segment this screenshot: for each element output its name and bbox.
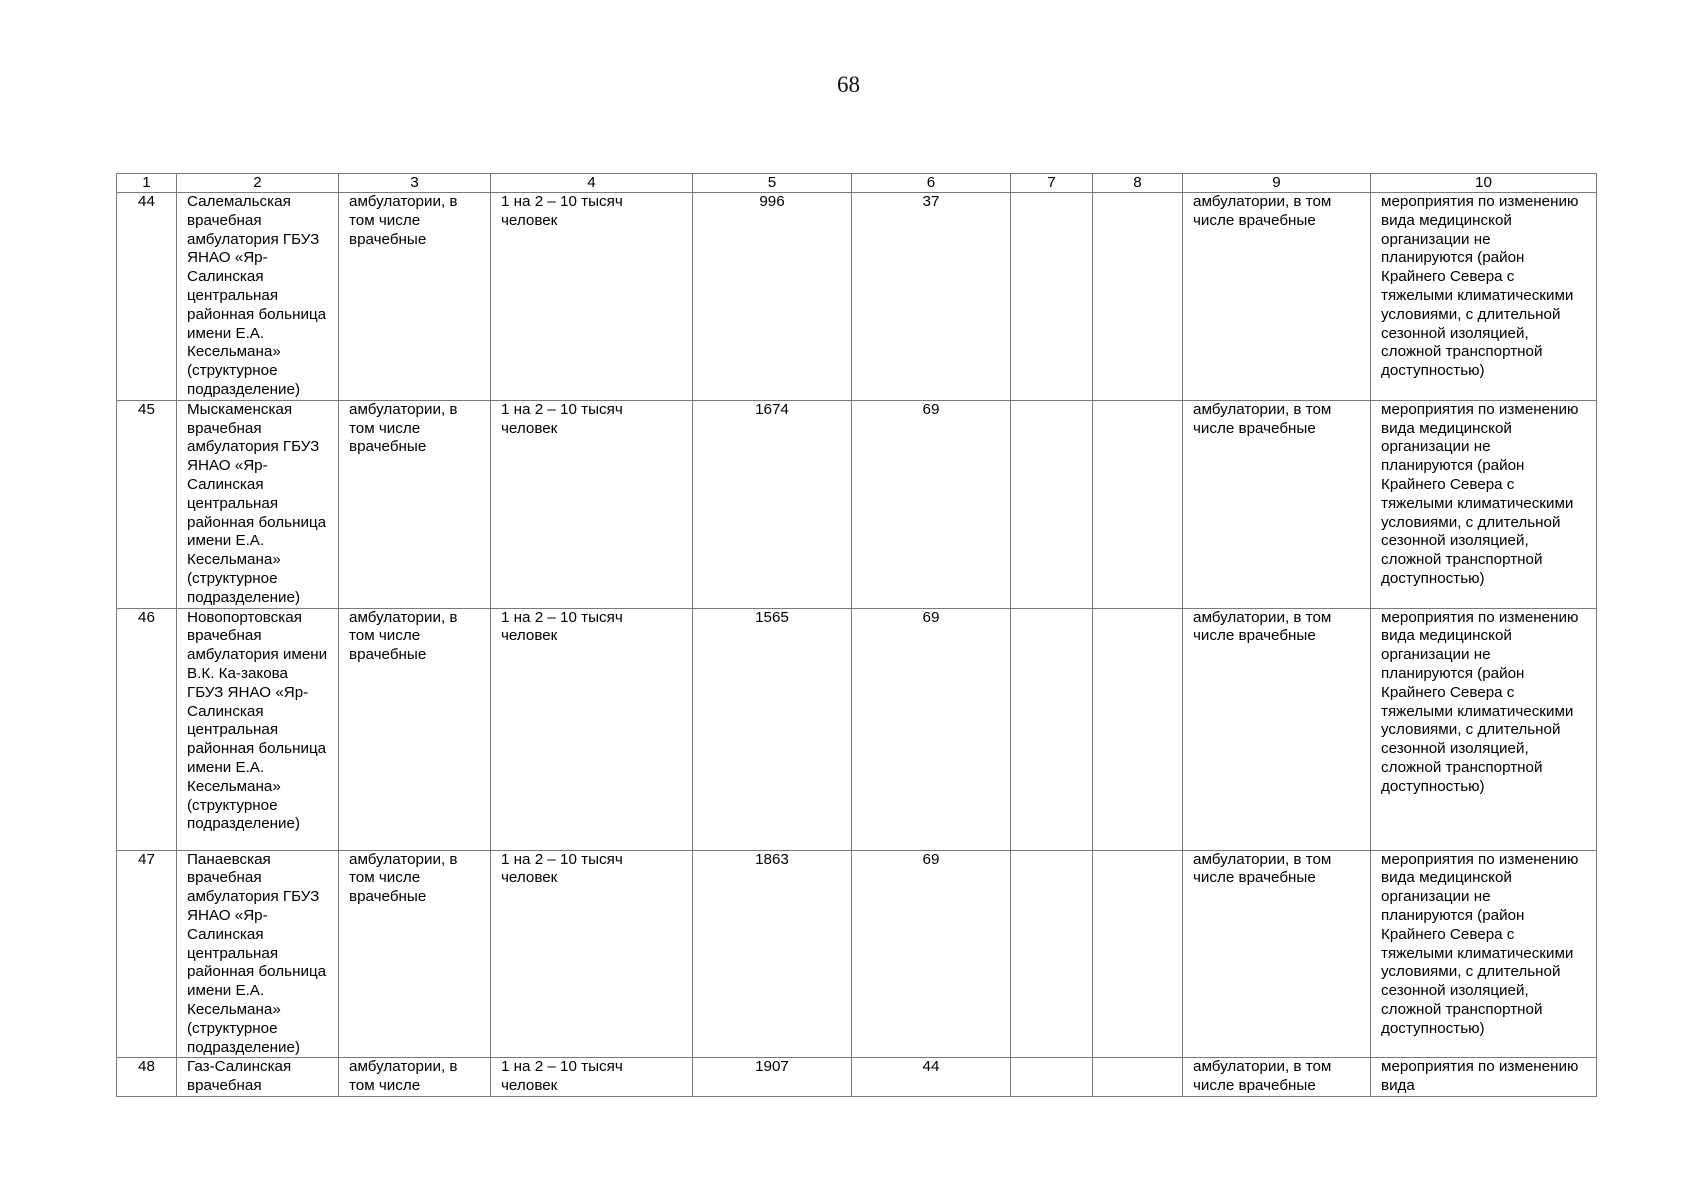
row-number: 47 [117, 850, 177, 1058]
column-header: 9 [1183, 174, 1371, 193]
column-header: 7 [1011, 174, 1093, 193]
cell-col7 [1011, 1058, 1093, 1097]
cell-col10: мероприятия по изменению вида медицинской организации не планируются (район Крайнего Севера с тяжелыми климатическими условиями, с длительной сезонной изоляцией, сложной транспортной доступностью) [1371, 608, 1597, 850]
facility-norm: 1 на 2 – 10 тысяч человек [491, 608, 693, 850]
cell-col9: амбулатории, в том числе врачебные [1183, 1058, 1371, 1097]
cell-col7 [1011, 400, 1093, 608]
cell-col9: амбулатории, в том числе врачебные [1183, 400, 1371, 608]
cell-col9: амбулатории, в том числе врачебные [1183, 608, 1371, 850]
table-row [117, 850, 1597, 1058]
cell-col6: 37 [852, 193, 1011, 401]
cell-col8 [1093, 850, 1183, 1058]
row-number: 45 [117, 400, 177, 608]
column-header: 2 [177, 174, 339, 193]
facility-type: амбулатории, в том числе [339, 1058, 491, 1097]
cell-col6: 69 [852, 850, 1011, 1058]
facility-name: Новопортовская врачебная амбулатория имени В.К. Ка-закова ГБУЗ ЯНАО «Яр-Салинская центральная районная больница имени Е.А. Кесельмана» (структурное подразделение) [177, 608, 339, 850]
facility-type: амбулатории, в том числе врачебные [339, 400, 491, 608]
row-number: 48 [117, 1058, 177, 1097]
row-number: 44 [117, 193, 177, 401]
cell-col5: 1863 [693, 850, 852, 1058]
facility-norm: 1 на 2 – 10 тысяч человек [491, 850, 693, 1058]
page-number: 68 [837, 72, 860, 97]
cell-col8 [1093, 400, 1183, 608]
facility-name: Мыскаменская врачебная амбулатория ГБУЗ ЯНАО «Яр-Салинская центральная районная больница имени Е.А. Кесельмана» (структурное подразделение) [177, 400, 339, 608]
cell-col5: 1565 [693, 608, 852, 850]
column-header: 6 [852, 174, 1011, 193]
cell-col8 [1093, 1058, 1183, 1097]
cell-col8 [1093, 193, 1183, 401]
column-header: 4 [491, 174, 693, 193]
facilities-table [116, 173, 1597, 1097]
cell-col6: 44 [852, 1058, 1011, 1097]
facility-name: Панаевская врачебная амбулатория ГБУЗ ЯНАО «Яр-Салинская центральная районная больница имени Е.А. Кесельмана» (структурное подразделение) [177, 850, 339, 1058]
facility-norm: 1 на 2 – 10 тысяч человек [491, 1058, 693, 1097]
facility-type: амбулатории, в том числе врачебные [339, 193, 491, 401]
cell-col5: 1674 [693, 400, 852, 608]
table-row [117, 400, 1597, 608]
cell-col7 [1011, 850, 1093, 1058]
facility-norm: 1 на 2 – 10 тысяч человек [491, 193, 693, 401]
cell-col5: 996 [693, 193, 852, 401]
table-row [117, 608, 1597, 850]
cell-col7 [1011, 193, 1093, 401]
column-header: 3 [339, 174, 491, 193]
cell-col10: мероприятия по изменению вида медицинской организации не планируются (район Крайнего Севера с тяжелыми климатическими условиями, с длительной сезонной изоляцией, сложной транспортной доступностью) [1371, 193, 1597, 401]
facility-name: Салемальская врачебная амбулатория ГБУЗ ЯНАО «Яр-Салинская центральная районная больница имени Е.А. Кесельмана» (структурное подразделение) [177, 193, 339, 401]
cell-col10: мероприятия по изменению вида медицинской организации не планируются (район Крайнего Севера с тяжелыми климатическими условиями, с длительной сезонной изоляцией, сложной транспортной доступностью) [1371, 400, 1597, 608]
cell-col9: амбулатории, в том числе врачебные [1183, 193, 1371, 401]
cell-col6: 69 [852, 608, 1011, 850]
table-header-row [117, 174, 1597, 193]
cell-col9: амбулатории, в том числе врачебные [1183, 850, 1371, 1058]
facility-norm: 1 на 2 – 10 тысяч человек [491, 400, 693, 608]
facility-type: амбулатории, в том числе врачебные [339, 850, 491, 1058]
table-row [117, 193, 1597, 401]
cell-col6: 69 [852, 400, 1011, 608]
cell-col5: 1907 [693, 1058, 852, 1097]
facility-type: амбулатории, в том числе врачебные [339, 608, 491, 850]
column-header: 1 [117, 174, 177, 193]
cell-col10: мероприятия по изменению вида [1371, 1058, 1597, 1097]
cell-col10: мероприятия по изменению вида медицинской организации не планируются (район Крайнего Севера с тяжелыми климатическими условиями, с длительной сезонной изоляцией, сложной транспортной доступностью) [1371, 850, 1597, 1058]
column-header: 5 [693, 174, 852, 193]
cell-col7 [1011, 608, 1093, 850]
column-header: 10 [1371, 174, 1597, 193]
row-number: 46 [117, 608, 177, 850]
table-row [117, 1058, 1597, 1097]
column-header: 8 [1093, 174, 1183, 193]
facility-name: Газ-Салинская врачебная [177, 1058, 339, 1097]
cell-col8 [1093, 608, 1183, 850]
